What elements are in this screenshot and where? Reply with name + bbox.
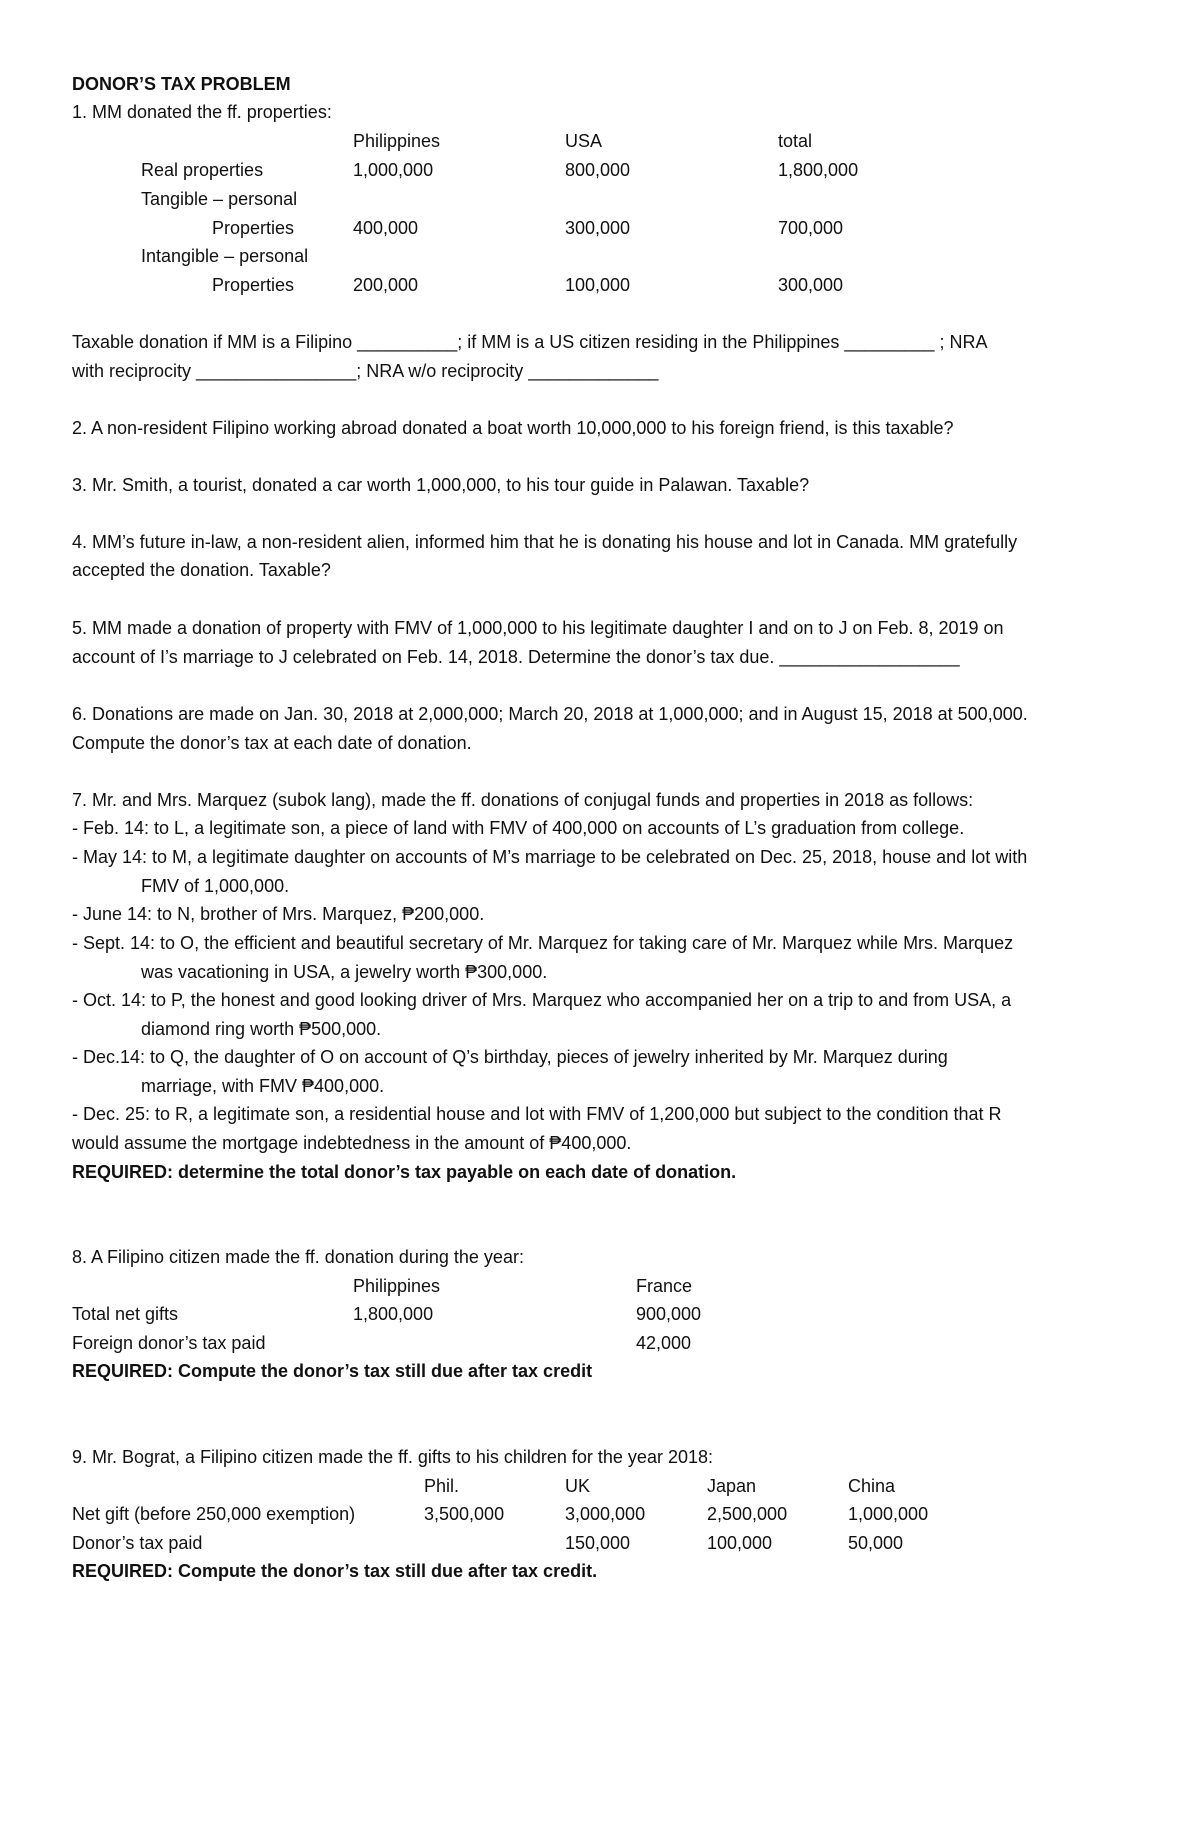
p1-cell: 400,000: [353, 218, 419, 238]
p7-item-continued: diamond ring worth ₱500,000.: [141, 1019, 382, 1039]
p9-cell: 100,000: [707, 1533, 773, 1553]
problem-5-line-1: 5. MM made a donation of property with FMV of 1,000,000 to his legitimate daughter I and on to J on Feb. 8, 2019 on: [72, 618, 1004, 638]
p9-required: REQUIRED: Compute the donor’s tax still due after tax credit.: [72, 1561, 598, 1581]
p1-cell: 200,000: [353, 275, 419, 295]
p1-cell: 1,800,000: [778, 160, 859, 180]
p1-row-label-2: Properties: [212, 275, 295, 295]
p1-row-label: Real properties: [141, 160, 264, 180]
p1-cell: 300,000: [565, 218, 631, 238]
document-title: DONOR’S TAX PROBLEM: [72, 74, 291, 94]
p1-question-line-2: with reciprocity ________________; NRA w/o reciprocity _____________: [72, 361, 659, 381]
p9-header-phil: Phil.: [424, 1476, 460, 1496]
p9-cell: 3,500,000: [424, 1504, 505, 1524]
p1-cell: 800,000: [565, 160, 631, 180]
p9-header-japan: Japan: [707, 1476, 757, 1496]
p9-header-china: China: [848, 1476, 896, 1496]
p9-cell: 3,000,000: [565, 1504, 646, 1524]
p7-item-continued: marriage, with FMV ₱400,000.: [141, 1076, 385, 1096]
p1-row-label: Tangible – personal: [141, 189, 298, 209]
p8-row-label: Foreign donor’s tax paid: [72, 1333, 266, 1353]
problem-5-line-2: account of I’s marriage to J celebrated on Feb. 14, 2018. Determine the donor’s tax due. __________________: [72, 647, 960, 667]
p7-required: REQUIRED: determine the total donor’s tax payable on each date of donation.: [72, 1162, 737, 1182]
p8-cell: 42,000: [636, 1333, 692, 1353]
p7-item-continued: FMV of 1,000,000.: [141, 876, 290, 896]
p1-row-label: Intangible – personal: [141, 246, 309, 266]
problem-3: 3. Mr. Smith, a tourist, donated a car worth 1,000,000, to his tour guide in Palawan. Taxable?: [72, 475, 810, 495]
p9-cell: 50,000: [848, 1533, 904, 1553]
p1-cell: 1,000,000: [353, 160, 434, 180]
problem-2: 2. A non-resident Filipino working abroad donated a boat worth 10,000,000 to his foreign friend, is this taxable?: [72, 418, 954, 438]
p9-cell: 150,000: [565, 1533, 631, 1553]
problem-6-line-1: 6. Donations are made on Jan. 30, 2018 at 2,000,000; March 20, 2018 at 1,000,000; and in August 15, 2018 at 500,000.: [72, 704, 1028, 724]
p8-header-france: France: [636, 1276, 693, 1296]
p9-cell: 2,500,000: [707, 1504, 788, 1524]
p7-item: - Dec. 25: to R, a legitimate son, a residential house and lot with FMV of 1,200,000 but subject to the condition that R: [72, 1104, 1002, 1124]
p1-cell: 100,000: [565, 275, 631, 295]
p1-row-label-2: Properties: [212, 218, 295, 238]
p9-cell: 1,000,000: [848, 1504, 929, 1524]
problem-1-intro: 1. MM donated the ff. properties:: [72, 102, 332, 122]
p9-row-label: Donor’s tax paid: [72, 1533, 203, 1553]
p7-item: - June 14: to N, brother of Mrs. Marquez, ₱200,000.: [72, 904, 485, 924]
p1-cell: 700,000: [778, 218, 844, 238]
p7-item: - May 14: to M, a legitimate daughter on accounts of M’s marriage to be celebrated on Dec. 25, 2018, house and lot with: [72, 847, 1028, 867]
p8-cell: 1,800,000: [353, 1304, 434, 1324]
p7-item: - Oct. 14: to P, the honest and good looking driver of Mrs. Marquez who accompanied her on a trip to and from USA, a: [72, 990, 1012, 1010]
p7-item: - Feb. 14: to L, a legitimate son, a piece of land with FMV of 400,000 on accounts of L’s graduation from college.: [72, 818, 965, 838]
p7-item: - Dec.14: to Q, the daughter of O on account of Q’s birthday, pieces of jewelry inherited by Mr. Marquez during: [72, 1047, 948, 1067]
problem-4-line-1: 4. MM’s future in-law, a non-resident alien, informed him that he is donating his house and lot in Canada. MM gratefully: [72, 532, 1018, 552]
p7-item-continued: was vacationing in USA, a jewelry worth ₱300,000.: [141, 962, 548, 982]
p7-item: - Sept. 14: to O, the efficient and beautiful secretary of Mr. Marquez for taking care of Mr. Marquez while Mrs. Marquez: [72, 933, 1014, 953]
p8-header-philippines: Philippines: [353, 1276, 441, 1296]
problem-4-line-2: accepted the donation. Taxable?: [72, 560, 331, 580]
problem-6-line-2: Compute the donor’s tax at each date of donation.: [72, 733, 472, 753]
p8-required: REQUIRED: Compute the donor’s tax still due after tax credit: [72, 1361, 593, 1381]
p1-header-usa: USA: [565, 131, 603, 151]
p8-cell: 900,000: [636, 1304, 702, 1324]
p8-row-label: Total net gifts: [72, 1304, 179, 1324]
p1-header-total: total: [778, 131, 813, 151]
p1-cell: 300,000: [778, 275, 844, 295]
problem-8-intro: 8. A Filipino citizen made the ff. donation during the year:: [72, 1247, 524, 1267]
p1-header-philippines: Philippines: [353, 131, 441, 151]
p9-header-uk: UK: [565, 1476, 591, 1496]
problem-9-intro: 9. Mr. Bograt, a Filipino citizen made the ff. gifts to his children for the year 2018:: [72, 1447, 713, 1467]
problem-7-intro: 7. Mr. and Mrs. Marquez (subok lang), made the ff. donations of conjugal funds and properties in 2018 as follows:: [72, 790, 974, 810]
p1-question-line-1: Taxable donation if MM is a Filipino __________; if MM is a US citizen residing in the Philippines _________ ; NRA: [72, 332, 988, 352]
p9-row-label: Net gift (before 250,000 exemption): [72, 1504, 356, 1524]
p7-item-continued: would assume the mortgage indebtedness in the amount of ₱400,000.: [72, 1133, 632, 1153]
